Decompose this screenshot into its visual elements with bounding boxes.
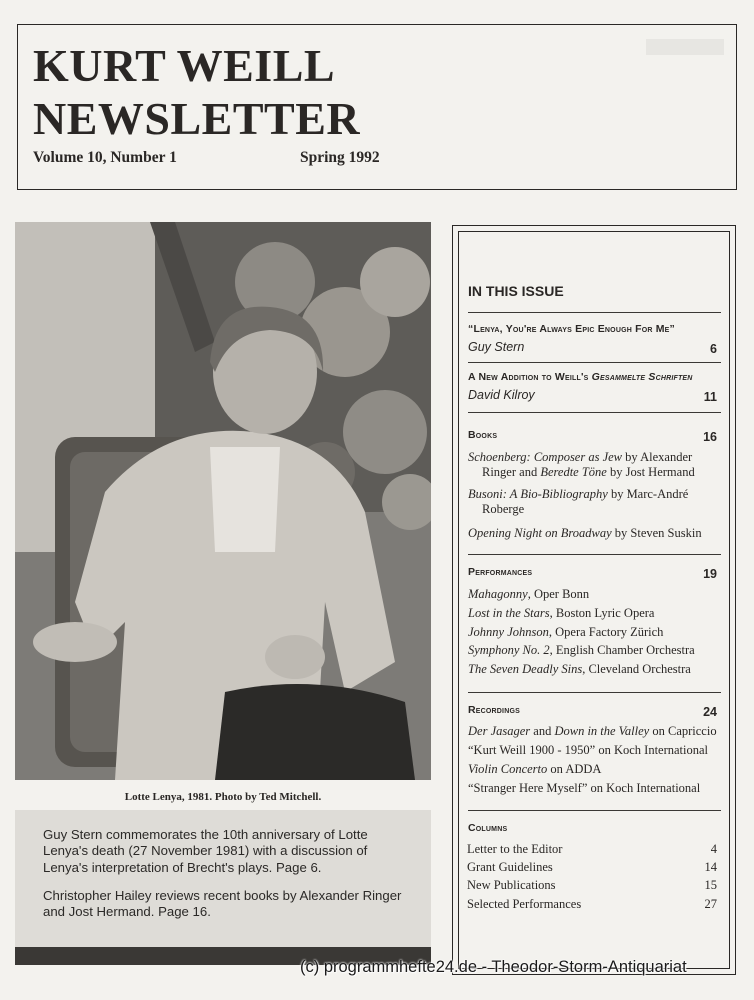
column-entry (467, 878, 721, 893)
teaser-paragraph-1: Guy Stern commemorates the 10th anniversary of Lotte Lenya's death (27 November 1981) with a discussion of Lenya's interpretation of Brecht's plays. Page 6. (43, 827, 368, 875)
book-entry-1 (468, 450, 721, 480)
recordings-label: Recordings (468, 704, 520, 716)
feature-title-2-prefix: A New Addition to Weill's (468, 371, 592, 383)
performance-venue: , Boston Lyric Opera (549, 606, 655, 620)
column-title: Selected Performances (467, 897, 582, 911)
performance-work: The Seven Deadly Sins (468, 662, 583, 676)
divider (468, 810, 721, 811)
performances-page: 19 (703, 567, 717, 581)
performance-entry (468, 587, 721, 602)
performances-label: Performances (468, 566, 533, 578)
columns-label: Columns (468, 822, 508, 834)
book-entry-3 (468, 526, 721, 541)
column-title: Grant Guidelines (467, 860, 553, 874)
teaser-box (15, 810, 431, 965)
feature-page-1: 6 (710, 342, 717, 356)
book-title-1: Schoenberg: Composer as Jew (468, 450, 623, 464)
book-text: by Marc-André (607, 487, 689, 501)
newsletter-title-line-2: NEWSLETTER (33, 93, 361, 144)
feature-title-2-italic: Gesammelte Schriften (591, 371, 693, 383)
recording-label: on ADDA (547, 762, 602, 776)
books-label: Books (468, 429, 498, 441)
feature-author-1: Guy Stern (468, 340, 525, 354)
performance-venue: , Oper Bonn (527, 587, 590, 601)
contents-inner-frame (458, 231, 730, 969)
contents-box (452, 225, 736, 975)
masthead (17, 24, 737, 190)
performance-venue: , Cleveland Orchestra (582, 662, 691, 676)
column-page: 15 (704, 878, 717, 892)
column-entry (467, 860, 721, 875)
performance-work: Lost in the Stars (468, 606, 550, 620)
divider (468, 362, 721, 363)
book-entry-2 (468, 487, 721, 517)
book-title-2: Busoni: A Bio-Bibliography (468, 487, 608, 501)
book-text: by Jost Hermand (606, 465, 695, 479)
feature-author-2: David Kilroy (468, 388, 535, 402)
book-entry-2-cont: Roberge (482, 502, 525, 516)
book-text: by Alexander (622, 450, 693, 464)
issue-season: Spring 1992 (300, 149, 380, 166)
performance-entry (468, 625, 721, 640)
feature-title-2 (468, 371, 721, 383)
column-page: 4 (710, 842, 717, 856)
book-text: Ringer and (482, 465, 541, 479)
column-entry (467, 842, 721, 857)
recording-text: and (530, 724, 555, 738)
performance-work: Johnny Johnson (468, 625, 549, 639)
recording-entry: “Stranger Here Myself” on Koch International (468, 781, 701, 795)
performance-entry (468, 606, 721, 621)
divider (468, 412, 721, 413)
cover-photo (15, 222, 431, 780)
contents-heading: IN THIS ISSUE (468, 283, 564, 299)
performance-venue: , Opera Factory Zürich (548, 625, 664, 639)
column-entry (467, 897, 721, 912)
column-title: New Publications (467, 878, 556, 892)
recording-work: Der Jasager (468, 724, 531, 738)
column-page: 14 (704, 860, 717, 874)
feature-title-1: “Lenya, You're Always Epic Enough For Me” (468, 323, 675, 335)
bleed-through-shadow (646, 39, 724, 55)
feature-page-2: 11 (703, 390, 717, 404)
column-page: 27 (704, 897, 717, 911)
portrait-illustration (15, 222, 431, 780)
newsletter-title-line-1: KURT WEILL (33, 40, 336, 91)
volume-number: Volume 10, Number 1 (33, 149, 177, 166)
copyright-watermark: (c) programmhefte24.de - Theodor-Storm-Antiquariat (300, 958, 687, 976)
recording-entry (468, 762, 721, 777)
recording-work: Violin Concerto (468, 762, 548, 776)
teaser-paragraph-2: Christopher Hailey reviews recent books by Alexander Ringer and Jost Hermand. Page 16. (43, 888, 402, 920)
recordings-page: 24 (703, 705, 717, 719)
recording-entry: “Kurt Weill 1900 - 1950” on Koch International (468, 743, 709, 757)
divider (468, 554, 721, 555)
column-title: Letter to the Editor (467, 842, 563, 856)
divider (468, 692, 721, 693)
book-entry-1-cont (468, 465, 721, 480)
book-title-3: Opening Night on Broadway (468, 526, 612, 540)
recording-label: on Capriccio (649, 724, 717, 738)
photo-caption: Lotte Lenya, 1981. Photo by Ted Mitchell. (124, 791, 322, 803)
recording-entry (468, 724, 721, 739)
performance-entry (468, 643, 721, 658)
performance-venue: , English Chamber Orchestra (549, 643, 695, 657)
book-title-1b: Beredte Töne (540, 465, 607, 479)
performance-entry (468, 662, 721, 677)
performance-work: Symphony No. 2 (468, 643, 550, 657)
books-page: 16 (703, 430, 717, 444)
performance-work: Mahagonny (468, 587, 528, 601)
recording-work: Down in the Valley (554, 724, 650, 738)
divider (468, 312, 721, 313)
book-text: by Steven Suskin (611, 526, 702, 540)
